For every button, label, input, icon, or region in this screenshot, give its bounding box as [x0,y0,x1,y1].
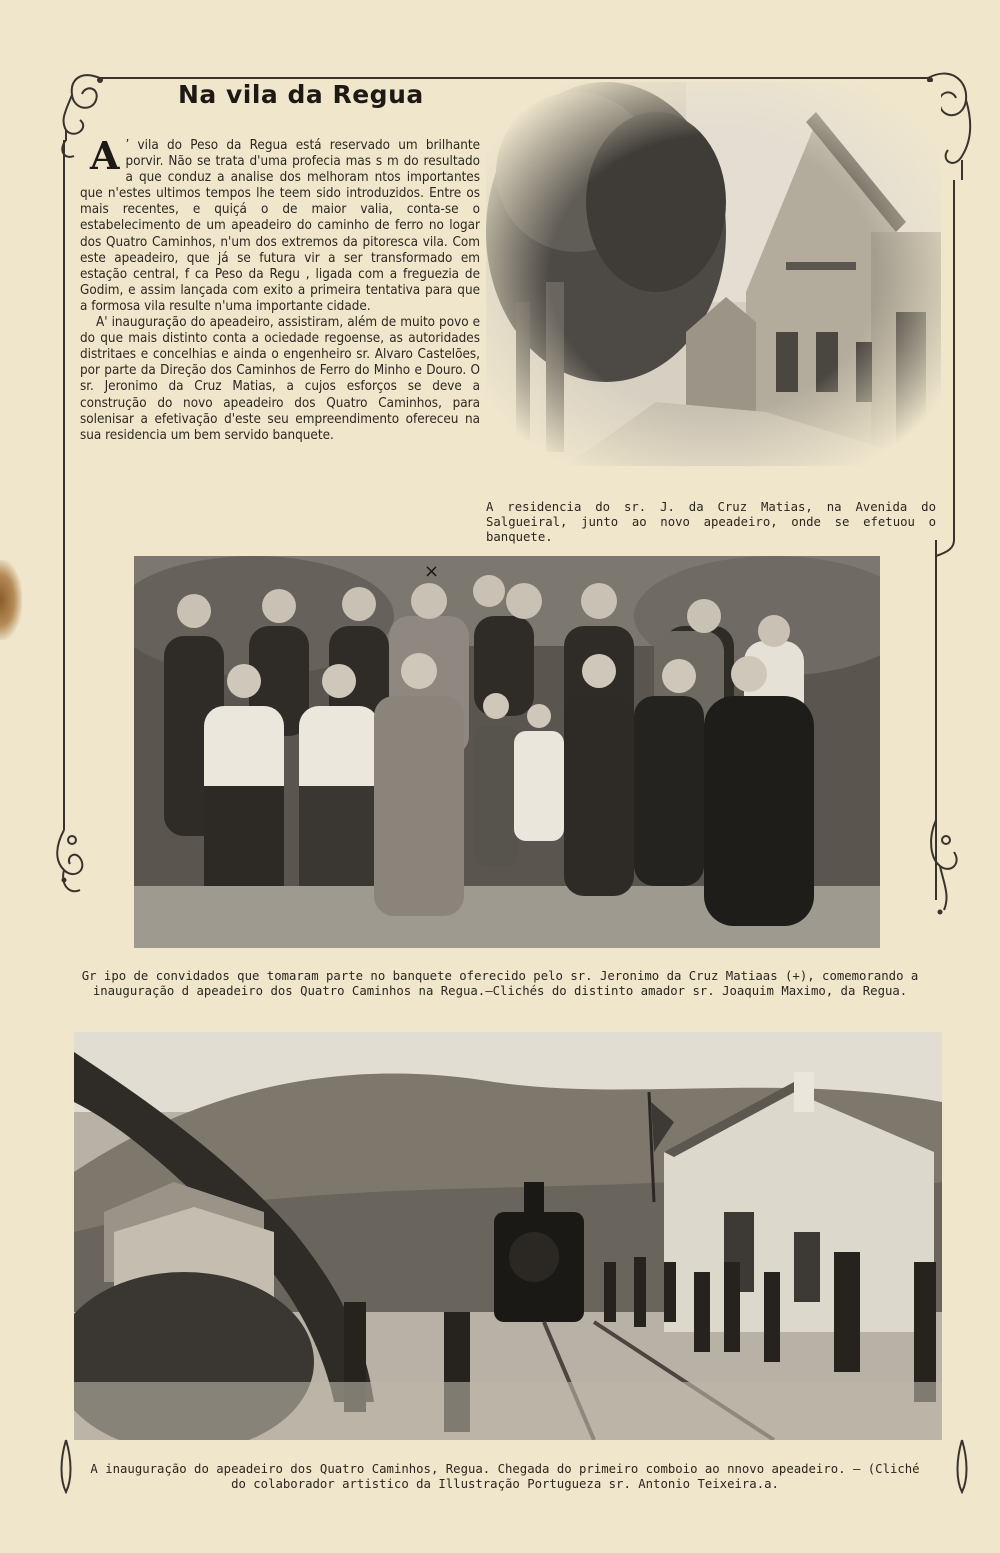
article-paragraph-2: A' inauguração do apeadeiro, assistiram, além de muito povo e do que mais distinto conta a ociedade regoense, as autoridades distritaes e concelhias e ainda o engenheiro sr. Alvaro Castelões, por parte da Direção dos Caminhos de Ferro do Minho e Douro. O sr. Jeronimo da Cruz Matias, a cujos esforços se deve a construção do novo apeadeiro dos Quatro Caminhos, para solenisar a efetivação d'este seu empreendimento ofereceu na sua residencia um bem servido banquete. [80,315,480,443]
residence-photo [486,82,941,466]
group-caption-line-2: inauguração d apeadeiro dos Quatro Caminhos na Regua.—Clichés do distinto amador sr. Joaquim Maximo, da Regua. [92,984,908,998]
station-caption-line-2: do colaborador artistico da Illustração Portugueza sr. Antonio Teixeira.a. [231,1477,779,1491]
article-paragraph-1 [80,133,480,315]
residence-caption: A residencia do sr. J. da Cruz Matias, na Avenida do Salgueiral, junto ao novo apeadeiro, onde se efetuou o banquete. [486,500,936,544]
station-photo [74,1032,942,1440]
drop-cap: A [90,133,120,178]
station-caption [60,1462,950,1492]
group-caption [60,969,940,999]
station-caption-line-1: A inauguração do apeadeiro dos Quatro Caminhos, Regua. Chegada do primeiro comboio ao nnovo apeadeiro. — (Cliché [90,1462,920,1476]
group-photo [134,556,880,948]
group-caption-line-1: Gr ipo de convidados que tomaram parte no banquete oferecido pelo sr. Jeronimo da Cruz Matiaas (+), comemorando a [81,969,919,983]
article-body [80,133,480,444]
host-marker: × [424,561,440,582]
paragraph-1-text: ’ vila do Peso da Regua está reservado um brilhante porvir. Não se trata d'uma profecia mas s m do resultado a que conduz a analise dos melhoram ntos importantes que n'estes ultimos tempos lhe teem sido introduzidos. Entre os mais recentes, e quiçá o de maior valia, conta-se o estabelecimento de um apeadeiro do caminho de ferro no logar dos Quatro Caminhos, n'um dos extremos da pitoresca vila. Com este apeadeiro, que já se futura vir a ser transformado em estação central, f ca Peso da Regu , ligada com a freguezia de Godim, e assim lançada com exito a primeira tentativa para que a formosa vila resulte n'uma importante cidade. [80,138,480,314]
article-title: Na vila da Regua [178,80,424,109]
